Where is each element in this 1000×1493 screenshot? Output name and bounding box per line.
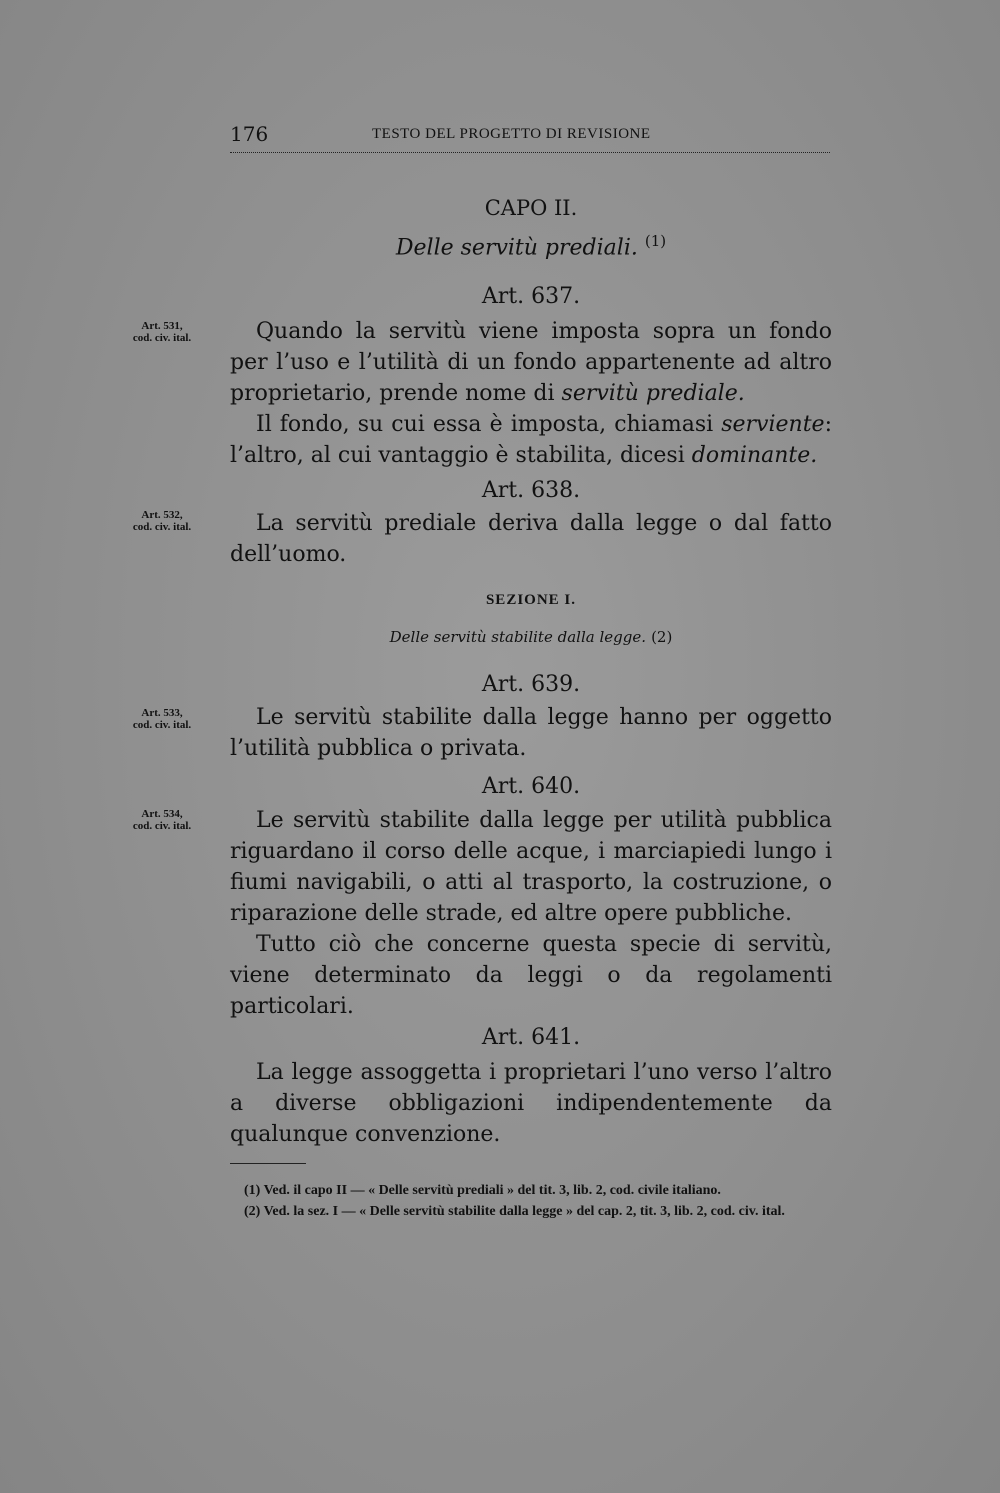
section-subtitle-text: Delle servitù stabilite dalla legge. — [389, 628, 646, 646]
margin-note-line: Art. 532, — [141, 509, 183, 521]
article-639-paragraph-1: Le servitù stabilite dalla legge hanno per oggetto l’utilità pubblica o privata. — [230, 705, 832, 761]
margin-note-line: cod. civ. ital. — [132, 820, 192, 832]
page-number: 176 — [230, 122, 269, 146]
text-span: Il fondo, su cui essa è imposta, chiamasi — [256, 412, 722, 437]
section-subtitle — [230, 627, 832, 646]
footnote-divider — [230, 1163, 306, 1164]
margin-note-line: Art. 531, — [141, 320, 183, 332]
chapter-subtitle — [230, 232, 832, 260]
emphasis-text: servitù prediale. — [561, 381, 745, 406]
margin-note-line: Art. 534, — [141, 808, 183, 820]
running-title: TESTO DEL PROGETTO DI REVISIONE — [372, 126, 651, 142]
article-640-paragraph-1: Le servitù stabilite dalla legge per utilità pubblica riguardano il corso delle acque, i marciapiedi lungo i fiumi navigabili, o atti al trasporto, la costruzione, o riparazione delle strade, ed altre opere pubbliche. — [230, 808, 832, 926]
margin-note-line: Art. 533, — [141, 707, 183, 719]
article-641-paragraph-1: La legge assoggetta i proprietari l’uno verso l’altro a diverse obbligazioni indipendentemente da qualunque convenzione. — [230, 1060, 832, 1147]
chapter-subtitle-text: Delle servitù prediali. — [395, 235, 638, 261]
page-header — [230, 122, 830, 153]
text-span: : l’altro, al cui vantaggio è stabilita, dicesi — [230, 412, 832, 468]
article-637-paragraph-2 — [230, 409, 832, 471]
margin-note-art-531 — [112, 320, 212, 344]
margin-note-art-534 — [112, 808, 212, 832]
margin-note-art-532 — [112, 509, 212, 533]
article-heading-637: Art. 637. — [481, 284, 581, 309]
footnote-2: (2) Ved. la sez. I — « Delle servitù stabilite dalla legge » del cap. 2, tit. 3, lib. 2, cod. civ. ital. — [244, 1204, 785, 1219]
footnotes — [230, 1180, 832, 1222]
article-heading-640: Art. 640. — [481, 774, 581, 799]
article-640-paragraph-2: Tutto ciò che concerne questa specie di servitù, viene determinato da leggi o da regolamenti particolari. — [230, 932, 832, 1019]
article-heading-638: Art. 638. — [481, 478, 581, 503]
emphasis-text: serviente — [721, 412, 825, 437]
margin-note-line: cod. civ. ital. — [132, 719, 192, 731]
emphasis-text: dominante. — [691, 443, 818, 468]
margin-note-line: cod. civ. ital. — [132, 521, 192, 533]
article-638-paragraph-1: La servitù prediale deriva dalla legge o dal fatto dell’uomo. — [230, 511, 832, 567]
article-637-paragraph-1 — [230, 316, 832, 409]
footnote-1: (1) Ved. il capo II — « Delle servitù prediali » del tit. 3, lib. 2, cod. civile italiano. — [244, 1183, 721, 1198]
footnote-ref-1: (1) — [644, 232, 667, 250]
article-heading-641: Art. 641. — [481, 1025, 581, 1050]
text-span: Quando la servitù viene imposta sopra un fondo per l’uso e l’utilità di un fondo appartenente ad altro proprietario, prende nome di — [230, 319, 832, 406]
footnote-ref-2: (2) — [651, 628, 673, 646]
margin-note-art-533 — [112, 707, 212, 731]
article-heading-639: Art. 639. — [481, 672, 581, 697]
section-title: SEZIONE I. — [485, 592, 577, 608]
margin-note-line: cod. civ. ital. — [132, 332, 192, 344]
chapter-title: CAPO II. — [484, 196, 578, 220]
